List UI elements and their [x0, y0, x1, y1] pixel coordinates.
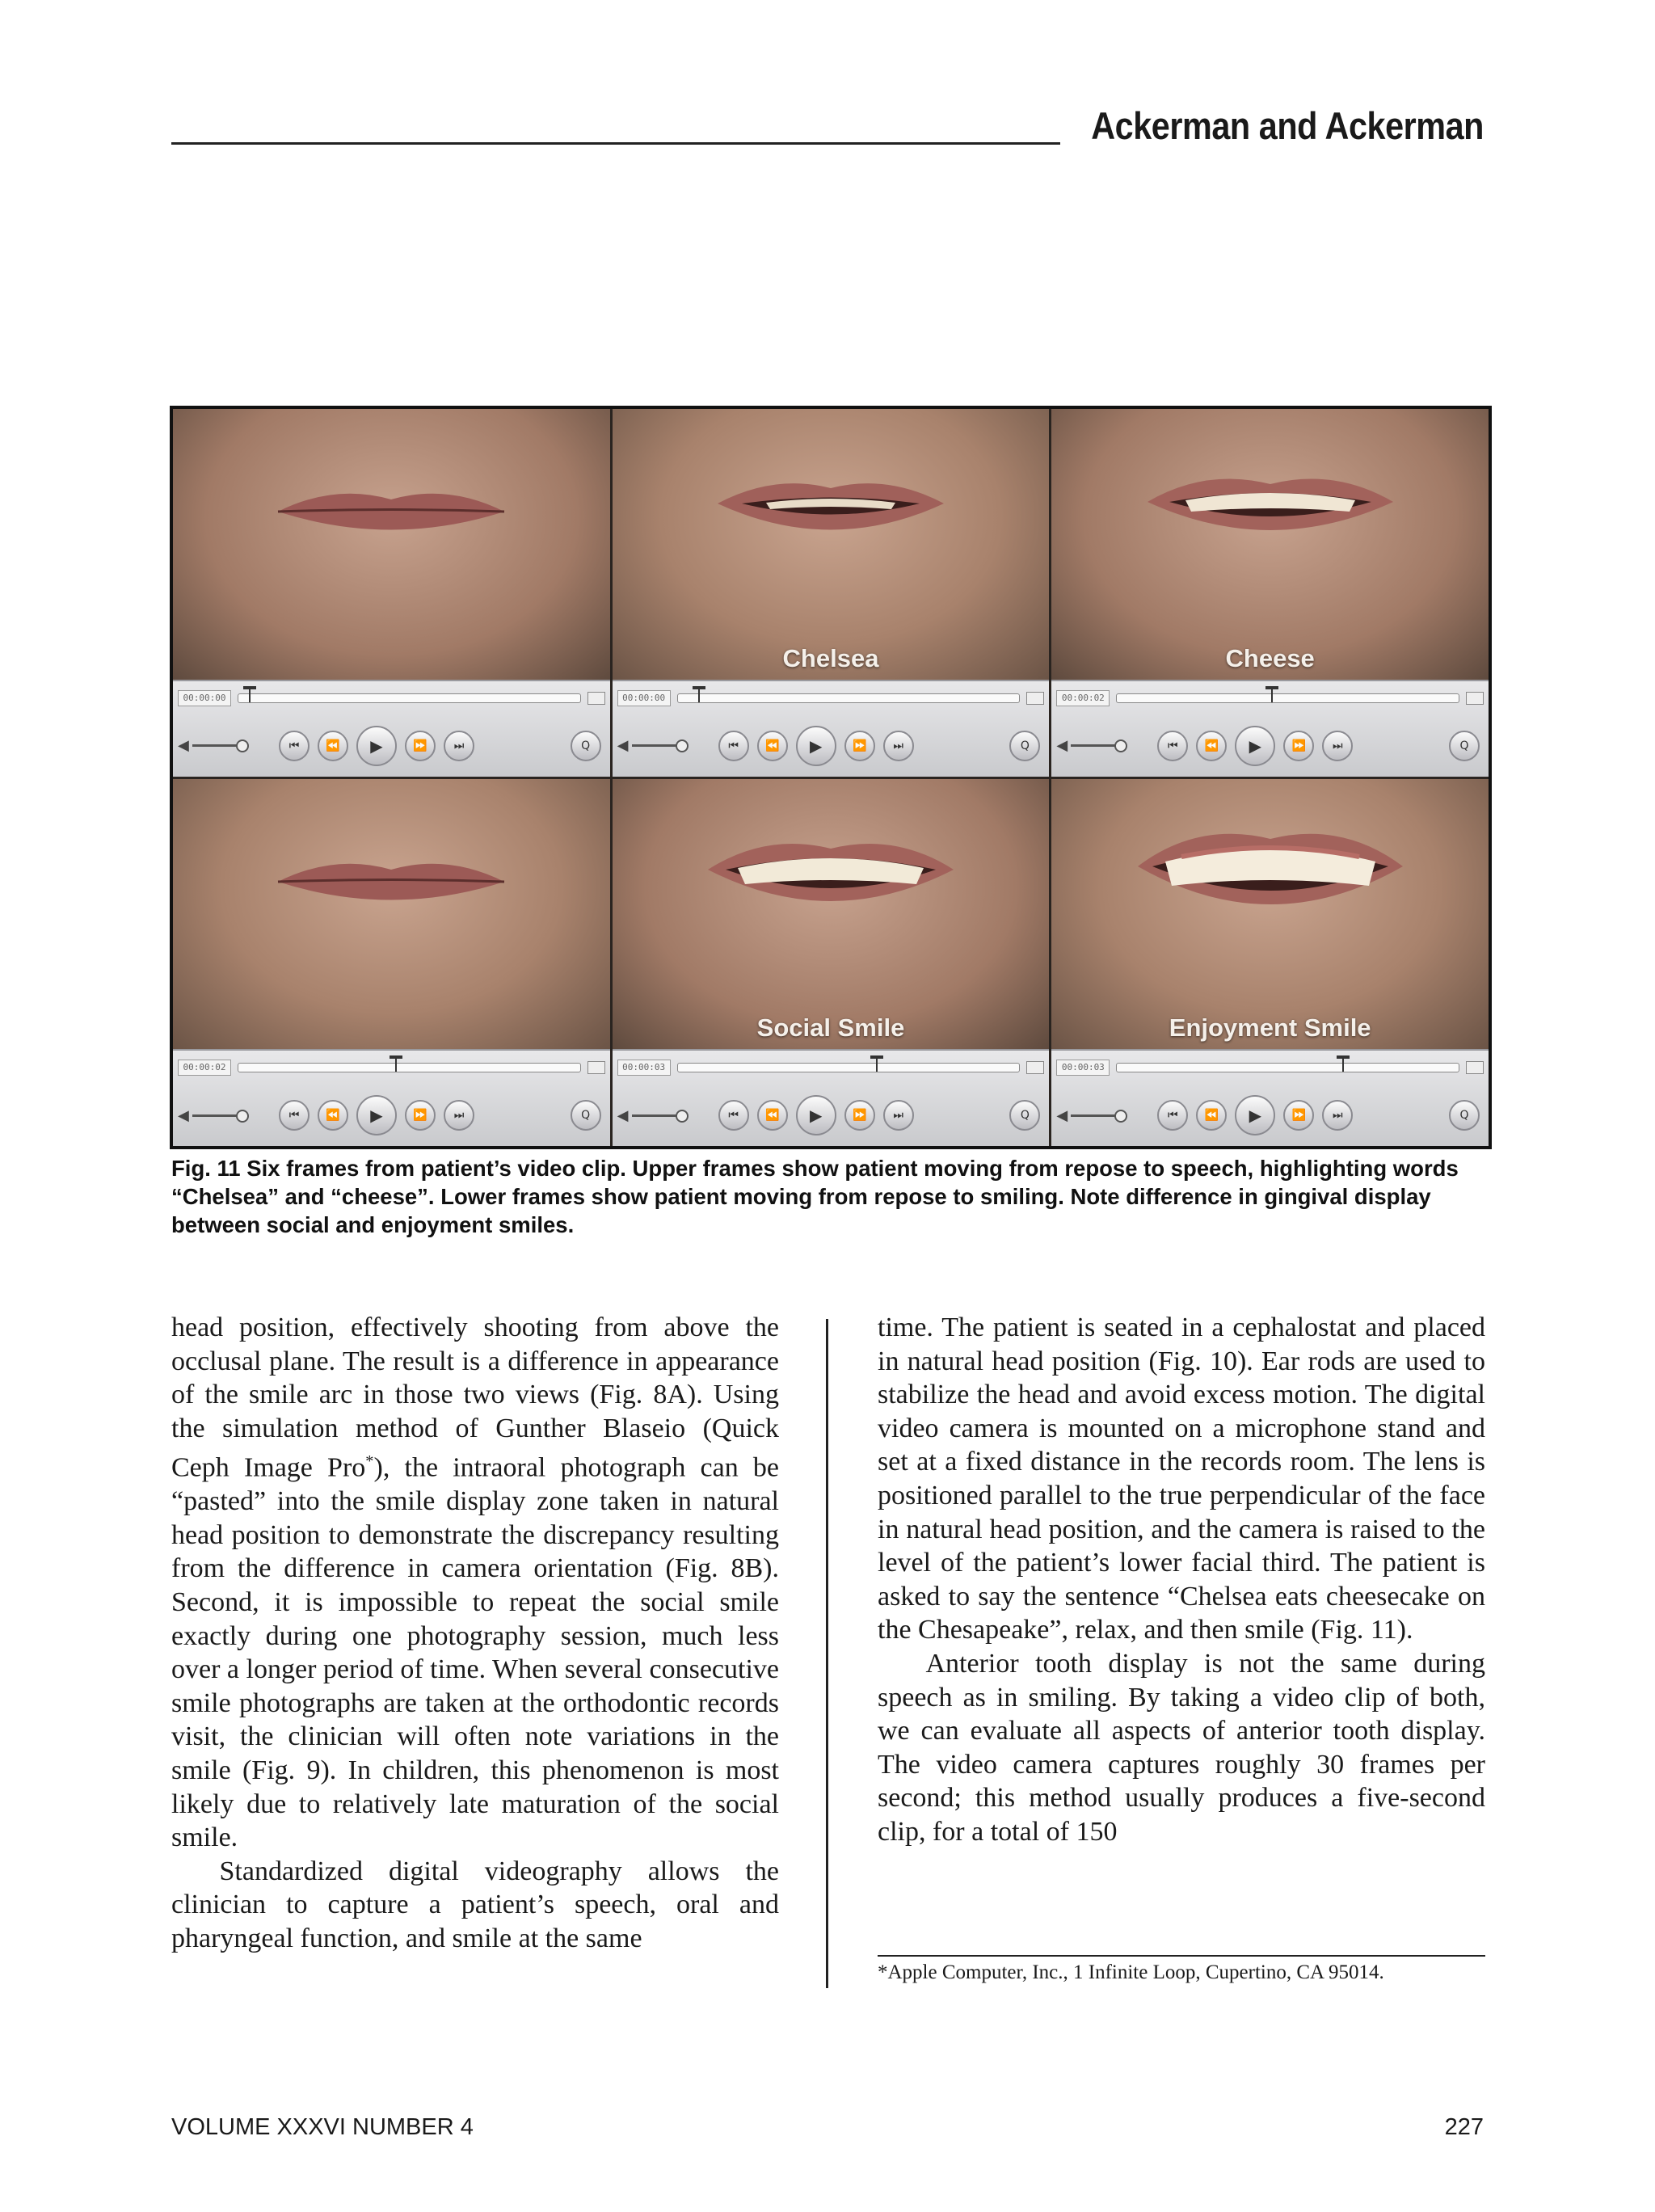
track-end-box [587, 692, 605, 705]
track-end-box [587, 1061, 605, 1074]
speaker-icon: ◀ [617, 1106, 629, 1123]
rewind-icon[interactable]: ⏪ [757, 1100, 788, 1131]
scrub-track[interactable] [238, 693, 581, 703]
video-frame-4 [173, 779, 610, 1147]
skip-forward-icon[interactable]: ⏭ [444, 731, 474, 761]
quicktime-logo-icon: Q [571, 1100, 601, 1131]
volume-slider[interactable] [617, 737, 714, 754]
video-frame-1 [173, 409, 610, 777]
lips-closed-image [270, 475, 512, 548]
footnote-rule [878, 1955, 1485, 1957]
frame-label: Chelsea [782, 643, 879, 672]
video-frames-figure [170, 406, 1492, 1149]
body-paragraph: Standardized digital videography allows the clinician to capture a patient’s speech, oral and pharyngeal function, and smile at the same [171, 1856, 779, 1954]
playhead[interactable] [249, 688, 251, 702]
skip-back-icon[interactable]: ⏮ [279, 731, 310, 761]
volume-slider[interactable] [617, 1107, 714, 1124]
right-column [878, 1311, 1485, 1849]
skip-forward-icon[interactable]: ⏭ [444, 1100, 474, 1131]
skip-forward-icon[interactable]: ⏭ [1322, 1100, 1353, 1131]
video-player-controls [173, 680, 610, 777]
video-view [613, 409, 1050, 680]
rewind-icon[interactable]: ⏪ [1196, 731, 1227, 761]
fast-forward-icon[interactable]: ⏩ [1283, 1100, 1314, 1131]
column-divider [826, 1319, 828, 1988]
skip-forward-icon[interactable]: ⏭ [883, 731, 914, 761]
timecode: 00:00:03 [1056, 1060, 1110, 1076]
track-end-box [1026, 692, 1044, 705]
timecode: 00:00:02 [178, 1060, 231, 1076]
speaker-icon: ◀ [1056, 1106, 1068, 1123]
speaker-icon: ◀ [1056, 737, 1068, 753]
speaker-icon: ◀ [617, 737, 629, 753]
rewind-icon[interactable]: ⏪ [318, 731, 348, 761]
volume-slider[interactable] [178, 1107, 275, 1124]
lips-speech-image [710, 467, 952, 556]
footnote: *Apple Computer, Inc., 1 Infinite Loop, Cupertino, CA 95014. [878, 1961, 1384, 1983]
track-end-box [1466, 692, 1484, 705]
skip-back-icon[interactable]: ⏮ [1157, 1100, 1188, 1131]
video-frame-6 [1051, 779, 1489, 1147]
frame-label: Social Smile [756, 1013, 905, 1042]
lips-cheese-image [1141, 463, 1400, 560]
lips-social-smile-image [701, 829, 960, 934]
timecode: 00:00:03 [617, 1060, 671, 1076]
play-icon[interactable]: ▶ [1235, 1095, 1275, 1135]
rewind-icon[interactable]: ⏪ [757, 731, 788, 761]
lips-enjoyment-smile-image [1133, 821, 1408, 942]
video-frame-3 [1051, 409, 1489, 777]
video-frame-5 [613, 779, 1050, 1147]
left-column [171, 1311, 779, 1956]
video-player-controls [1051, 1049, 1489, 1146]
scrub-track[interactable] [1116, 693, 1459, 703]
quicktime-logo-icon: Q [1009, 731, 1040, 761]
playhead[interactable] [698, 688, 700, 702]
play-icon[interactable]: ▶ [356, 726, 397, 766]
quicktime-logo-icon: Q [1449, 1100, 1480, 1131]
volume-slider[interactable] [1056, 1107, 1153, 1124]
running-head: Ackerman and Ackerman [1091, 104, 1484, 147]
scrub-track[interactable] [677, 693, 1021, 703]
timecode: 00:00:02 [1056, 690, 1110, 706]
playhead[interactable] [395, 1057, 397, 1072]
track-end-box [1466, 1061, 1484, 1074]
video-view [613, 779, 1050, 1050]
page-number: 227 [1444, 2114, 1484, 2140]
quicktime-logo-icon: Q [571, 731, 601, 761]
fast-forward-icon[interactable]: ⏩ [1283, 731, 1314, 761]
timecode: 00:00:00 [617, 690, 671, 706]
rewind-icon[interactable]: ⏪ [318, 1100, 348, 1131]
body-paragraph: head position, effectively shooting from above the occlusal plane. The result is a difference in appearance of the smile arc in those two views (Fig. 8A). Using the simulation method of Gunther Blaseio (Quick Ceph Image Pro*), the intraoral photograph can be “pasted” into the smile display zone taken in natural head position to demonstrate the discrepancy resulting from the difference in camera orientation (Fig. 8B). Second, it is impossible to repeat the social smile exactly during one photography session, much less over a longer period of time. When several consecutive smile photographs are taken at the orthodontic records visit, the clinician will often note variations in the smile (Fig. 9). In children, this phenomenon is most likely due to relatively late maturation of the social smile. [171, 1312, 780, 1853]
skip-forward-icon[interactable]: ⏭ [1322, 731, 1353, 761]
video-view [1051, 409, 1489, 680]
quicktime-logo-icon: Q [1009, 1100, 1040, 1131]
journal-volume: VOLUME XXXVI NUMBER 4 [171, 2114, 474, 2140]
video-player-controls [613, 1049, 1050, 1146]
frame-label: Cheese [1225, 643, 1315, 672]
scrub-track[interactable] [1116, 1063, 1459, 1072]
play-icon[interactable]: ▶ [1235, 726, 1275, 766]
playhead[interactable] [876, 1057, 878, 1072]
track-end-box [1026, 1061, 1044, 1074]
body-paragraph: time. The patient is seated in a cephalostat and placed in natural head position (Fig. 10). Ear rods are used to stabilize the head and avoid excess motion. The digital video camera is mounted on a microphone stand and set at a fixed distance in the records room. The lens is positioned parallel to the true perpendicular of the face in natural head position, and the camera is raised to the level of the patient’s lower facial third. The patient is asked to say the sentence “Chelsea eats cheesecake on the Chesapeake”, relax, and then smile (Fig. 11). [878, 1312, 1485, 1645]
scrub-track[interactable] [677, 1063, 1021, 1072]
video-player-controls [173, 1049, 610, 1146]
video-view [173, 409, 610, 680]
speaker-icon: ◀ [178, 737, 189, 753]
fast-forward-icon[interactable]: ⏩ [405, 731, 436, 761]
video-player-controls [613, 680, 1050, 777]
video-view [1051, 779, 1489, 1050]
body-paragraph: Anterior tooth display is not the same during speech as in smiling. By taking a video clip of both, we can evaluate all aspects of anterior tooth display. The video camera captures roughly 30 frames per second; this method usually produces a five-second clip, for a total of 150 [878, 1648, 1485, 1847]
play-icon[interactable]: ▶ [796, 1095, 836, 1135]
skip-back-icon[interactable]: ⏮ [1157, 731, 1188, 761]
video-view [173, 779, 610, 1050]
video-player-controls [1051, 680, 1489, 777]
play-icon[interactable]: ▶ [356, 1095, 397, 1135]
fast-forward-icon[interactable]: ⏩ [844, 731, 875, 761]
fast-forward-icon[interactable]: ⏩ [405, 1100, 436, 1131]
timecode: 00:00:00 [178, 690, 231, 706]
skip-forward-icon[interactable]: ⏭ [883, 1100, 914, 1131]
scrub-track[interactable] [238, 1063, 581, 1072]
play-icon[interactable]: ▶ [796, 726, 836, 766]
volume-slider[interactable] [1056, 737, 1153, 754]
frame-label: Enjoyment Smile [1169, 1013, 1371, 1042]
quicktime-logo-icon: Q [1449, 731, 1480, 761]
skip-back-icon[interactable]: ⏮ [279, 1100, 310, 1131]
playhead[interactable] [1342, 1057, 1344, 1072]
skip-back-icon[interactable]: ⏮ [718, 1100, 749, 1131]
running-head-rule [171, 142, 1060, 145]
speaker-icon: ◀ [178, 1106, 189, 1123]
fast-forward-icon[interactable]: ⏩ [844, 1100, 875, 1131]
video-frame-2 [613, 409, 1050, 777]
rewind-icon[interactable]: ⏪ [1196, 1100, 1227, 1131]
playhead[interactable] [1271, 688, 1273, 702]
figure-caption: Fig. 11 Six frames from patient’s video clip. Upper frames show patient moving from repose to speech, highlighting words “Chelsea” and “cheese”. Lower frames show patient moving from repose to smiling. Note difference in gingival display between social and enjoyment smiles. [171, 1156, 1459, 1237]
skip-back-icon[interactable]: ⏮ [718, 731, 749, 761]
volume-slider[interactable] [178, 737, 275, 754]
lips-repose-image [270, 845, 512, 918]
